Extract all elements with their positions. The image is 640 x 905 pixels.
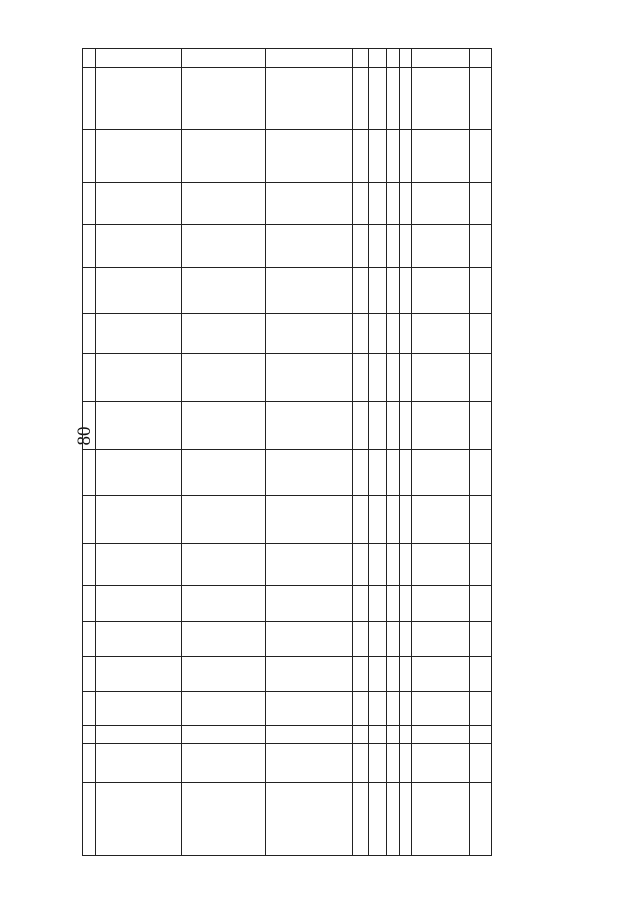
- column-divider: [83, 691, 491, 692]
- column-divider: [83, 267, 491, 268]
- column-divider: [83, 401, 491, 402]
- data-table: [82, 48, 492, 856]
- column-divider: [83, 543, 491, 544]
- column-divider: [83, 182, 491, 183]
- column-divider: [83, 313, 491, 314]
- strip-divider: [265, 49, 266, 855]
- strip-divider: [399, 49, 400, 855]
- strip-divider: [352, 49, 353, 855]
- column-divider: [83, 353, 491, 354]
- column-divider: [83, 129, 491, 130]
- column-divider: [83, 782, 491, 783]
- strip-divider: [411, 49, 412, 855]
- page-number: 80: [74, 426, 95, 446]
- column-divider: [83, 224, 491, 225]
- column-divider: [83, 585, 491, 586]
- strip-divider: [95, 49, 96, 855]
- strip-divider: [181, 49, 182, 855]
- column-divider: [83, 656, 491, 657]
- strip-divider: [368, 49, 369, 855]
- strip-divider: [386, 49, 387, 855]
- column-divider: [83, 449, 491, 450]
- column-divider: [83, 743, 491, 744]
- strip-divider: [469, 49, 470, 855]
- column-divider: [83, 725, 491, 726]
- column-divider: [83, 67, 491, 68]
- column-divider: [83, 621, 491, 622]
- column-divider: [83, 495, 491, 496]
